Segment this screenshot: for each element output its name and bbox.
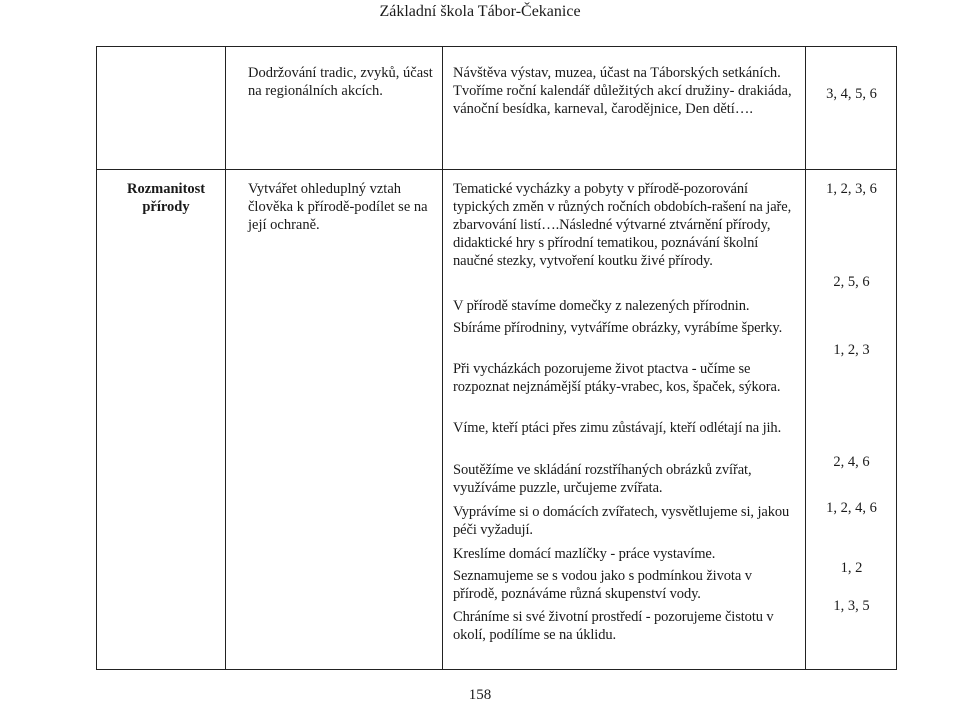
competence-codes: 1, 2, 4, 6	[826, 500, 877, 516]
page-number: 158	[468, 687, 492, 703]
activity-text: Soutěžíme ve skládání rozstříhaných obrázků zvířat, využíváme puzzle, určujeme zvířata.	[453, 462, 752, 496]
goal-cell-nature	[248, 180, 438, 234]
activity-text: Při vycházkách pozorujeme život ptactva - učíme se rozpoznat nejznámější ptáky-vrabec, kos, špaček, sýkora.	[453, 361, 781, 395]
goal-cell-traditions	[248, 64, 433, 100]
column-divider	[442, 47, 443, 669]
activity-text: Sbíráme přírodniny, vytváříme obrázky, vyrábíme šperky.	[453, 320, 783, 336]
activity-text: Vyprávíme si o domácích zvířatech, vysvětlujeme si, jakou péči vyžadují.	[453, 504, 790, 538]
competence-codes: 1, 2, 3, 6	[826, 181, 877, 197]
row-divider	[97, 169, 896, 170]
column-divider	[225, 47, 226, 669]
page-header: Základní škola Tábor-Čekanice	[379, 3, 581, 20]
activity-text: Chráníme si své životní prostředí - pozorujeme čistotu v okolí, podílíme se na úklidu.	[453, 609, 774, 643]
activity-text: Kreslíme domácí mazlíčky - práce vystavíme.	[453, 546, 716, 562]
curriculum-table	[96, 46, 897, 670]
competence-codes: 1, 3, 5	[833, 598, 870, 614]
competence-codes: 1, 2, 3	[833, 342, 870, 358]
activity-text: Tematické vycházky a pobyty v přírodě-pozorování typických změn v různých ročních obdobích-rašení na jaře, zbarvování listí….Následné výtvarné ztvárnění přírody, didaktické hry s přírodní tematikou, poznávání školní naučné stezky, vytvoření koutku živé přírody.	[453, 181, 792, 269]
area-title: Rozmanitost přírody	[127, 181, 206, 215]
activities-cell-traditions	[453, 64, 801, 118]
competence-codes: 2, 5, 6	[833, 274, 870, 290]
competence-codes: 2, 4, 6	[833, 454, 870, 470]
activity-text: Víme, kteří ptáci přes zimu zůstávají, kteří odlétají na jih.	[453, 420, 782, 436]
activity-text: Seznamujeme se s vodou jako s podmínkou života v přírodě, poznáváme různá skupenství vody.	[453, 568, 752, 602]
area-cell-nature	[127, 180, 205, 216]
codes-cell-traditions	[806, 85, 897, 103]
competence-codes: 1, 2	[840, 560, 863, 576]
activity-text: Tvoříme roční kalendář důležitých akcí družiny- drakiáda, vánoční besídka, karneval, čarodějnice, Den dětí….	[453, 83, 792, 117]
activity-text: Návštěva výstav, muzea, účast na Táborských setkáních.	[453, 65, 781, 81]
competence-codes: 3, 4, 5, 6	[826, 86, 877, 102]
activity-text: V přírodě stavíme domečky z nalezených přírodnin.	[453, 298, 750, 314]
goal-text: Vytvářet ohleduplný vztah člověka k přírodě-podílet se na její ochraně.	[248, 181, 428, 233]
goal-text: Dodržování tradic, zvyků, účast na regionálních akcích.	[248, 65, 433, 99]
